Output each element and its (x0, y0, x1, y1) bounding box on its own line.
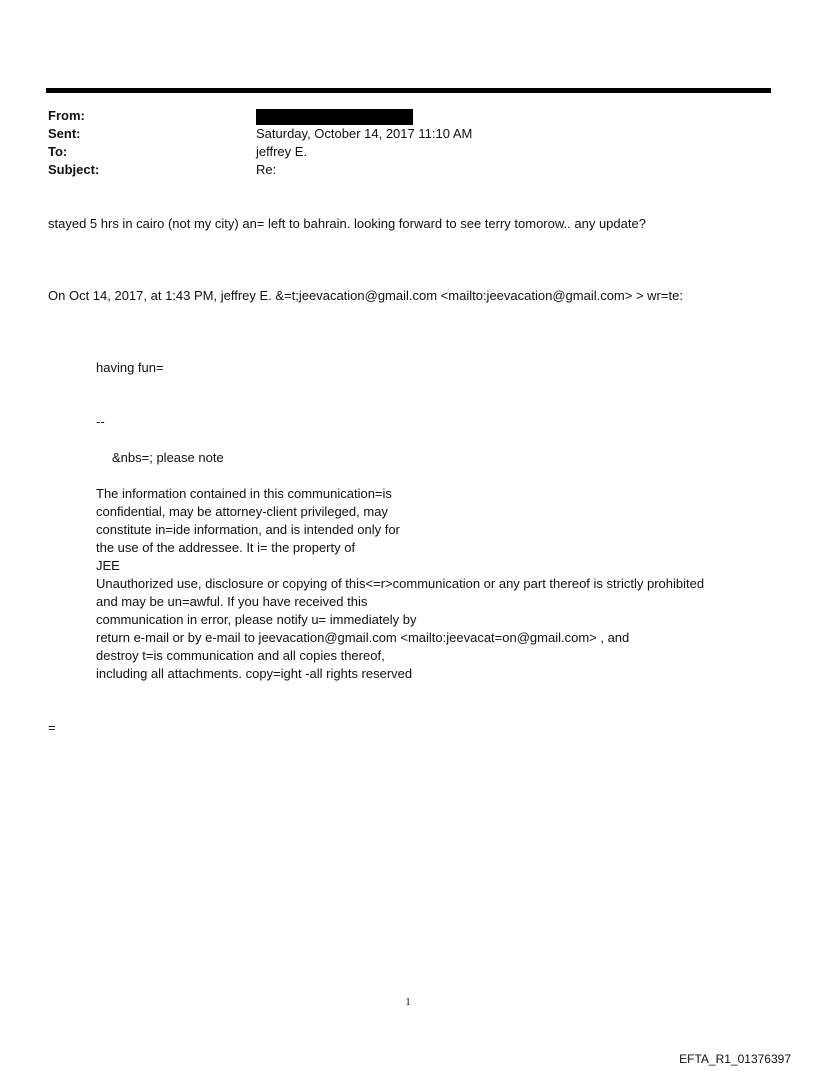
redacted-sender (256, 109, 413, 125)
trailing-equals: = (48, 720, 56, 735)
header-divider (46, 88, 771, 93)
disclaimer-line: destroy t=is communication and all copies thereof, (96, 648, 385, 663)
to-row (48, 143, 748, 161)
quoted-message: having fun= (96, 360, 164, 375)
subject-label: Subject: (48, 162, 100, 177)
disclaimer-line: constitute in=ide information, and is intended only for (96, 522, 400, 537)
disclaimer-line: communication in error, please notify u= immediately by (96, 612, 417, 627)
disclaimer-line: JEE (96, 558, 120, 573)
note-line: &nbs=; please note (112, 450, 224, 465)
from-row (48, 107, 748, 125)
subject-value: Re: (256, 162, 277, 177)
disclaimer-line: The information contained in this communication=is (96, 486, 392, 501)
disclaimer-line: confidential, may be attorney-client privileged, may (96, 504, 388, 519)
sent-value: Saturday, October 14, 2017 11:10 AM (256, 126, 473, 141)
disclaimer-line: the use of the addressee. It i= the property of (96, 540, 356, 555)
sent-label: Sent: (48, 126, 81, 141)
page-number: 1 (405, 996, 411, 1008)
disclaimer-line: including all attachments. copy=ight -all rights reserved (96, 666, 413, 681)
reply-text: stayed 5 hrs in cairo (not my city) an= left to bahrain. looking forward to see terry tomorow.. any update? (48, 216, 646, 231)
sent-row (48, 125, 748, 143)
from-label: From: (48, 108, 85, 123)
to-value: jeffrey E. (256, 144, 308, 159)
bates-number: EFTA_R1_01376397 (679, 1052, 791, 1066)
signature-separator: -- (96, 414, 105, 429)
quote-intro: On Oct 14, 2017, at 1:43 PM, jeffrey E. &=t;jeevacation@gmail.com <mailto:jeevacation@gmail.com> > wr=te: (48, 288, 683, 303)
to-label: To: (48, 144, 68, 159)
disclaimer-line: return e-mail or by e-mail to jeevacation@gmail.com <mailto:jeevacat=on@gmail.com> , and (96, 630, 630, 645)
subject-row (48, 161, 748, 179)
disclaimer-line: and may be un=awful. If you have received this (96, 594, 368, 609)
disclaimer-line: Unauthorized use, disclosure or copying of this<=r>communication or any part thereof is strictly prohibited (96, 576, 705, 591)
